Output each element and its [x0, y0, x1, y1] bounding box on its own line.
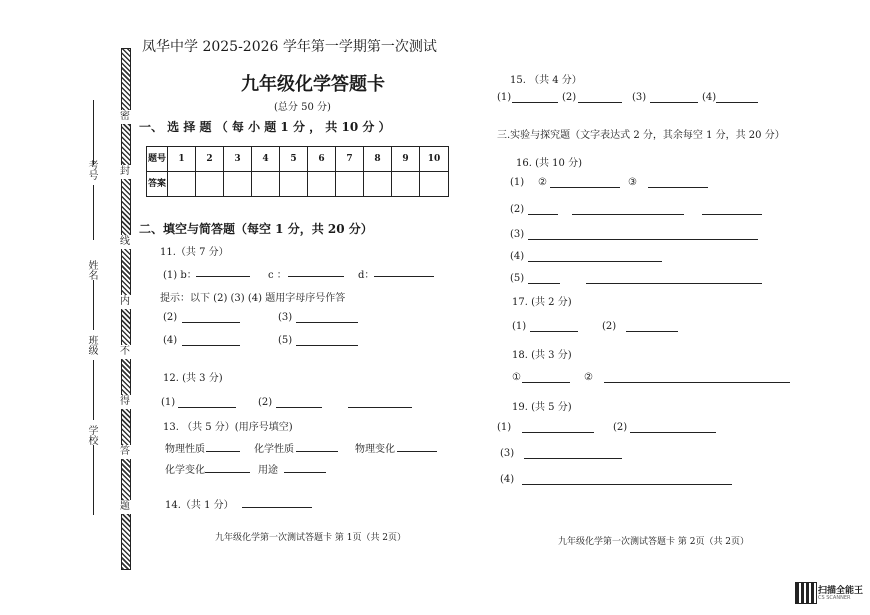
q11-p3-blank[interactable] [296, 322, 358, 323]
q15-p4-blank[interactable] [716, 102, 758, 103]
q11-p4-blank[interactable] [182, 345, 240, 346]
q13-physical-change: 物理变化 [355, 444, 395, 455]
q15-title: 15. （共 4 分） [510, 75, 582, 86]
q19-p3-label: (3) [500, 448, 515, 459]
q19-p3-blank[interactable] [524, 458, 622, 459]
school-label: 学校 [86, 425, 97, 445]
card-title: 九年级化学答题卡 [241, 74, 385, 95]
seal-char: 答 [120, 446, 130, 457]
question-number: 7 [336, 147, 364, 172]
answer-cell[interactable] [308, 172, 336, 197]
name-label: 姓名 [86, 260, 97, 280]
q11-title: 11.（共 7 分） [160, 247, 229, 258]
answer-cell[interactable] [168, 172, 196, 197]
footer-left: 九年级化学第一次测试答题卡 第 1页（共 2页） [215, 533, 407, 543]
q11-p5-blank[interactable] [296, 345, 358, 346]
question-number: 1 [168, 147, 196, 172]
q15-p1-label: (1) [497, 92, 512, 103]
q12-p2-blank[interactable] [276, 407, 322, 408]
binding-line-4 [93, 360, 94, 420]
q13-physical-property: 物理性质 [165, 444, 205, 455]
q15-p1-blank[interactable] [512, 102, 558, 103]
q11-b-blank[interactable] [196, 276, 250, 277]
q17-p2-blank[interactable] [626, 331, 678, 332]
q16-p1-label: (1) [510, 177, 525, 188]
section3-heading: 三.实验与探究题（文字表达式 2 分，其余每空 1 分，共 20 分） [497, 130, 785, 141]
q18-c2: ② [584, 372, 593, 383]
answer-cell[interactable] [392, 172, 420, 197]
answer-cell[interactable] [280, 172, 308, 197]
q13-physical-change-blank[interactable] [397, 451, 437, 452]
q16-c2-blank[interactable] [550, 187, 620, 188]
question-number-row [147, 147, 449, 172]
answer-cell[interactable] [224, 172, 252, 197]
section2-heading: 二、填空与简答题（每空 1 分，共 20 分） [139, 222, 373, 236]
seal-char: 密 [120, 111, 130, 122]
q12-p2-label: (2) [258, 397, 273, 408]
q11-p4-label: (4) [163, 335, 178, 346]
q17-p1-blank[interactable] [530, 331, 578, 332]
footer-right: 九年级化学第一次测试答题卡 第 2页（共 2页） [558, 537, 750, 547]
answer-cell[interactable] [196, 172, 224, 197]
q13-use-blank[interactable] [284, 472, 326, 473]
school-title: 凤华中学 2025-2026 学年第一学期第一次测试 [142, 39, 437, 55]
answer-grid [146, 146, 449, 197]
q16-p2-blank-c[interactable] [702, 214, 762, 215]
seal-strip [121, 48, 131, 570]
q16-p3-label: (3) [510, 229, 525, 240]
q16-p2-label: (2) [510, 204, 525, 215]
answer-cell[interactable] [420, 172, 449, 197]
q18-title: 18. (共 3 分) [512, 350, 572, 361]
q15-p2-label: (2) [562, 92, 577, 103]
q15-p3-label: (3) [632, 92, 647, 103]
q16-p5-blank-a[interactable] [528, 283, 560, 284]
binding-line-3 [93, 280, 94, 330]
question-number: 5 [280, 147, 308, 172]
seal-char: 不 [120, 346, 130, 357]
seal-char: 线 [120, 236, 130, 247]
q18-c2-blank[interactable] [604, 382, 790, 383]
q16-c2: ② [538, 177, 547, 188]
q16-c3: ③ [628, 177, 637, 188]
question-number: 3 [224, 147, 252, 172]
q13-use: 用途 [258, 465, 278, 476]
scanner-watermark: 扫描全能王 [818, 586, 864, 596]
q19-title: 19. (共 5 分) [512, 402, 572, 413]
q16-p2-blank-b[interactable] [572, 214, 684, 215]
q19-p4-label: (4) [500, 474, 515, 485]
q11-b-label: (1) b： [163, 270, 197, 281]
q13-chemical-change-blank[interactable] [205, 472, 250, 473]
q17-title: 17. (共 2 分) [512, 297, 572, 308]
total-score: (总分 50 分) [274, 102, 331, 113]
q11-p2-label: (2) [163, 312, 178, 323]
row-label-question: 题号 [147, 147, 168, 172]
seal-char: 封 [120, 166, 130, 177]
binding-line-5 [93, 445, 94, 515]
class-label: 班级 [86, 335, 97, 355]
q11-p5-label: (5) [278, 335, 293, 346]
q15-p2-blank[interactable] [578, 102, 622, 103]
scanner-watermark-sub: CS SCANNER [818, 595, 851, 601]
q11-p2-blank[interactable] [182, 322, 240, 323]
q11-c-blank[interactable] [288, 276, 344, 277]
section1-heading: 一、 选 择 题 （ 每 小 题 1 分 ， 共 10 分 ） [139, 120, 391, 134]
question-number: 4 [252, 147, 280, 172]
answer-cell[interactable] [364, 172, 392, 197]
q14-title: 14.（共 1 分） [165, 500, 234, 511]
q13-physical-property-blank[interactable] [206, 451, 240, 452]
answer-row [147, 172, 449, 197]
q16-p5-blank-b[interactable] [586, 283, 762, 284]
q16-p2-blank-a[interactable] [528, 214, 558, 215]
q19-p1-label: (1) [497, 422, 512, 433]
q16-p4-label: (4) [510, 251, 525, 262]
answer-cell[interactable] [252, 172, 280, 197]
q16-p5-label: (5) [510, 273, 525, 284]
q16-p3-blank[interactable] [528, 239, 758, 240]
q16-title: 16. (共 10 分) [516, 158, 582, 169]
exam-no-label: 考号 [86, 160, 97, 180]
q11-hint: 提示：以下 (2) (3) (4) 题用字母序号作答 [160, 293, 346, 304]
seal-char: 题 [120, 501, 130, 512]
q13-chemical-property-blank[interactable] [296, 451, 338, 452]
q19-p2-blank[interactable] [630, 432, 716, 433]
q12-title: 12. (共 3 分) [163, 373, 223, 384]
q17-p1-label: (1) [512, 321, 527, 332]
qr-code-icon [795, 582, 817, 604]
q15-p4-label: (4) [702, 92, 717, 103]
question-number: 9 [392, 147, 420, 172]
q12-p3-blank[interactable] [348, 407, 412, 408]
q18-c1: ① [512, 372, 521, 383]
q15-p3-blank[interactable] [650, 102, 698, 103]
seal-char: 得 [120, 396, 130, 407]
question-number: 10 [420, 147, 449, 172]
q19-p2-label: (2) [613, 422, 628, 433]
binding-line-1 [93, 100, 94, 165]
binding-line-2 [93, 185, 94, 240]
q11-p3-label: (3) [278, 312, 293, 323]
q13-chemical-property: 化学性质 [254, 444, 294, 455]
q14-blank[interactable] [242, 507, 312, 508]
q11-d-label: d： [358, 270, 375, 281]
row-label-answer: 答案 [147, 172, 168, 197]
q13-title: 13. （共 5 分）(用序号填空) [163, 422, 293, 433]
q17-p2-label: (2) [602, 321, 617, 332]
q19-p1-blank[interactable] [522, 432, 594, 433]
question-number: 2 [196, 147, 224, 172]
q12-p1-blank[interactable] [178, 407, 236, 408]
q12-p1-label: (1) [161, 397, 176, 408]
q18-c1-blank[interactable] [522, 382, 570, 383]
q11-c-label: c ： [268, 270, 287, 281]
q11-d-blank[interactable] [374, 276, 434, 277]
q16-p4-blank[interactable] [528, 261, 662, 262]
q16-c3-blank[interactable] [648, 187, 708, 188]
seal-char: 内 [120, 296, 130, 307]
q13-chemical-change: 化学变化 [165, 465, 205, 476]
question-number: 8 [364, 147, 392, 172]
answer-cell[interactable] [336, 172, 364, 197]
question-number: 6 [308, 147, 336, 172]
q19-p4-blank[interactable] [522, 484, 732, 485]
